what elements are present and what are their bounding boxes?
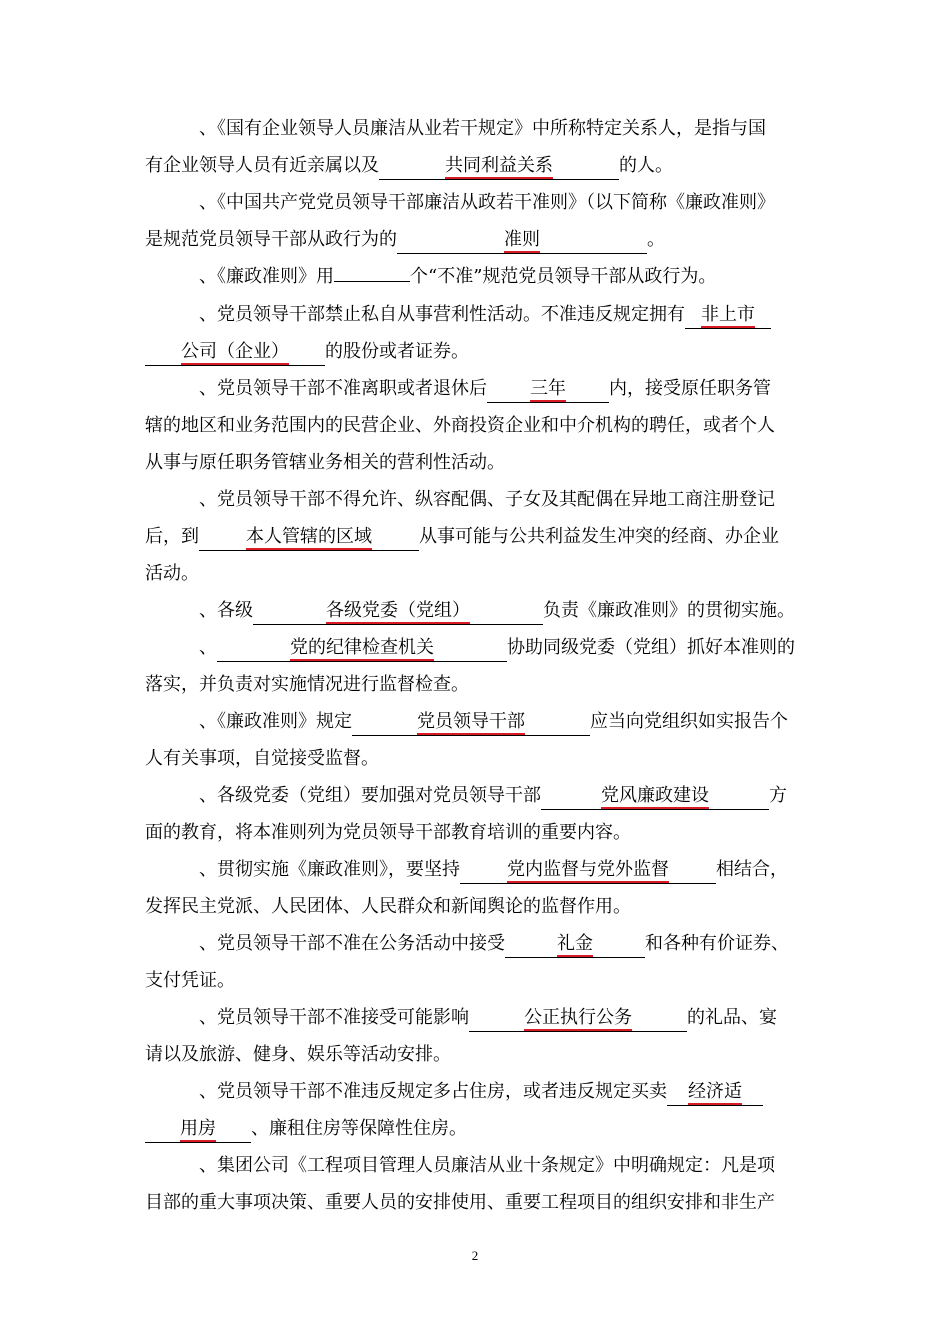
question-item <box>145 296 810 370</box>
text-line <box>145 888 810 925</box>
text-line <box>145 740 810 777</box>
answer-text: 非上市 <box>701 304 755 328</box>
question-item <box>145 1147 810 1221</box>
answer-text: 公司（企业） <box>181 341 289 365</box>
question-item <box>145 481 810 592</box>
question-item <box>145 184 810 258</box>
answer-blank <box>685 304 771 329</box>
answer-text: 本人管辖的区域 <box>246 526 372 550</box>
question-text: 、贯彻实施《廉政准则》，要坚持 <box>199 859 460 880</box>
text-line <box>145 110 810 147</box>
question-text: 、党员领导干部不准接受可能影响 <box>199 1007 469 1028</box>
answer-blank <box>667 1081 763 1106</box>
answer-text: 党风廉政建设 <box>601 785 709 809</box>
text-line <box>145 962 810 999</box>
answer-blank <box>397 229 647 254</box>
question-text: 活动。 <box>145 563 199 584</box>
question-text: 有企业领导人员有近亲属以及 <box>145 155 379 176</box>
question-text: 、《廉政准则》用 <box>199 266 334 287</box>
answer-text: 党内监督与党外监督 <box>507 859 669 883</box>
question-text: 应当向党组织如实报告个 <box>590 711 788 732</box>
text-line <box>145 999 810 1036</box>
text-line <box>145 851 810 888</box>
question-text: 的礼品、宴 <box>687 1007 777 1028</box>
text-line <box>145 147 810 184</box>
answer-text: 礼金 <box>557 933 593 957</box>
text-line <box>145 666 810 703</box>
answer-blank <box>217 637 507 662</box>
question-text: 、 <box>199 637 217 658</box>
text-line <box>145 777 810 814</box>
question-item <box>145 1073 810 1147</box>
text-line <box>145 333 810 370</box>
answer-text: 三年 <box>530 378 566 402</box>
text-line <box>145 1110 810 1147</box>
question-text: 和各种有价证券、 <box>645 933 789 954</box>
text-line <box>145 1147 810 1184</box>
question-text: 人有关事项，自觉接受监督。 <box>145 748 379 769</box>
answer-blank <box>253 600 543 625</box>
question-text: 从事与原任职务管辖业务相关的营利性活动。 <box>145 452 505 473</box>
question-item <box>145 999 810 1073</box>
question-text: 是规范党员领导干部从政行为的 <box>145 229 397 250</box>
answer-blank <box>379 155 619 180</box>
text-line <box>145 370 810 407</box>
answer-blank <box>352 711 590 736</box>
answer-text: 共同利益关系 <box>445 155 553 179</box>
question-text: 相结合， <box>716 859 788 880</box>
question-text: 个“不准”规范党员领导干部从政行为。 <box>410 266 717 287</box>
text-line <box>145 1184 810 1221</box>
question-item <box>145 258 810 295</box>
text-line <box>145 444 810 481</box>
answer-text: 各级党委（党组） <box>326 600 470 624</box>
question-item <box>145 629 810 703</box>
question-item <box>145 370 810 481</box>
text-line <box>145 814 810 851</box>
question-item <box>145 110 810 184</box>
text-line <box>145 518 810 555</box>
question-text: 、党员领导干部不准离职或者退休后 <box>199 378 487 399</box>
text-line <box>145 1073 810 1110</box>
answer-text: 公正执行公务 <box>524 1007 632 1031</box>
answer-text: 党员领导干部 <box>417 711 525 735</box>
text-line <box>145 407 810 444</box>
answer-blank <box>469 1007 687 1032</box>
text-line <box>145 481 810 518</box>
text-line <box>145 925 810 962</box>
text-line <box>145 703 810 740</box>
question-text: 负责《廉政准则》的贯彻实施。 <box>543 600 795 621</box>
question-text: 。 <box>647 229 665 250</box>
text-line <box>145 221 810 258</box>
answer-blank <box>505 933 645 958</box>
question-item <box>145 851 810 925</box>
answer-text: 准则 <box>504 229 540 253</box>
question-text: 、廉租住房等保障性住房。 <box>251 1118 467 1139</box>
answer-blank <box>487 378 609 403</box>
question-text: 协助同级党委（党组）抓好本准则的 <box>507 637 795 658</box>
question-text: 目部的重大事项决策、重要人员的安排使用、重要工程项目的组织安排和非生产 <box>145 1192 775 1213</box>
text-line <box>145 258 810 295</box>
question-text: 辖的地区和业务范围内的民营企业、外商投资企业和中介机构的聘任，或者个人 <box>145 415 775 436</box>
question-text: 、党员领导干部不准违反规定多占住房，或者违反规定买卖 <box>199 1081 667 1102</box>
answer-blank <box>334 281 410 282</box>
text-line <box>145 1036 810 1073</box>
answer-text: 用房 <box>180 1118 216 1142</box>
question-text: 内，接受原任职务管 <box>609 378 771 399</box>
question-text: 、《国有企业领导人员廉洁从业若干规定》中所称特定关系人，是指与国 <box>199 118 766 139</box>
question-text: 后，到 <box>145 526 199 547</box>
question-text: 、各级 <box>199 600 253 621</box>
answer-text: 党的纪律检查机关 <box>290 637 434 661</box>
page-number: 2 <box>471 1248 479 1263</box>
question-text: 、《中国共产党党员领导干部廉洁从政若干准则》（以下简称《廉政准则》 <box>199 192 775 213</box>
question-text: 从事可能与公共利益发生冲突的经商、办企业 <box>419 526 779 547</box>
question-text: 、集团公司《工程项目管理人员廉洁从业十条规定》中明确规定：凡是项 <box>199 1155 775 1176</box>
text-line <box>145 296 810 333</box>
question-text: 、党员领导干部不得允许、纵容配偶、子女及其配偶在异地工商注册登记 <box>199 489 775 510</box>
question-item <box>145 592 810 629</box>
answer-text: 经济适 <box>688 1081 742 1105</box>
question-text: 、各级党委（党组）要加强对党员领导干部 <box>199 785 541 806</box>
question-text: 面的教育，将本准则列为党员领导干部教育培训的重要内容。 <box>145 822 631 843</box>
question-text: 落实，并负责对实施情况进行监督检查。 <box>145 674 469 695</box>
answer-blank <box>145 341 325 366</box>
question-text: 请以及旅游、健身、娱乐等活动安排。 <box>145 1044 451 1065</box>
answer-blank <box>460 859 716 884</box>
answer-blank <box>199 526 419 551</box>
text-line <box>145 555 810 592</box>
question-text: 、党员领导干部禁止私自从事营利性活动。不准违反规定拥有 <box>199 304 685 325</box>
text-line <box>145 629 810 666</box>
question-text: 、《廉政准则》规定 <box>199 711 352 732</box>
question-text: 的人。 <box>619 155 673 176</box>
answer-blank <box>145 1118 251 1143</box>
question-text: 方 <box>769 785 787 806</box>
text-line <box>145 184 810 221</box>
question-text: 、党员领导干部不准在公务活动中接受 <box>199 933 505 954</box>
question-item <box>145 925 810 999</box>
answer-blank <box>541 785 769 810</box>
question-item <box>145 703 810 777</box>
question-text: 发挥民主党派、人民团体、人民群众和新闻舆论的监督作用。 <box>145 896 631 917</box>
question-text: 支付凭证。 <box>145 970 235 991</box>
text-line <box>145 592 810 629</box>
question-item <box>145 777 810 851</box>
question-text: 的股份或者证券。 <box>325 341 469 362</box>
